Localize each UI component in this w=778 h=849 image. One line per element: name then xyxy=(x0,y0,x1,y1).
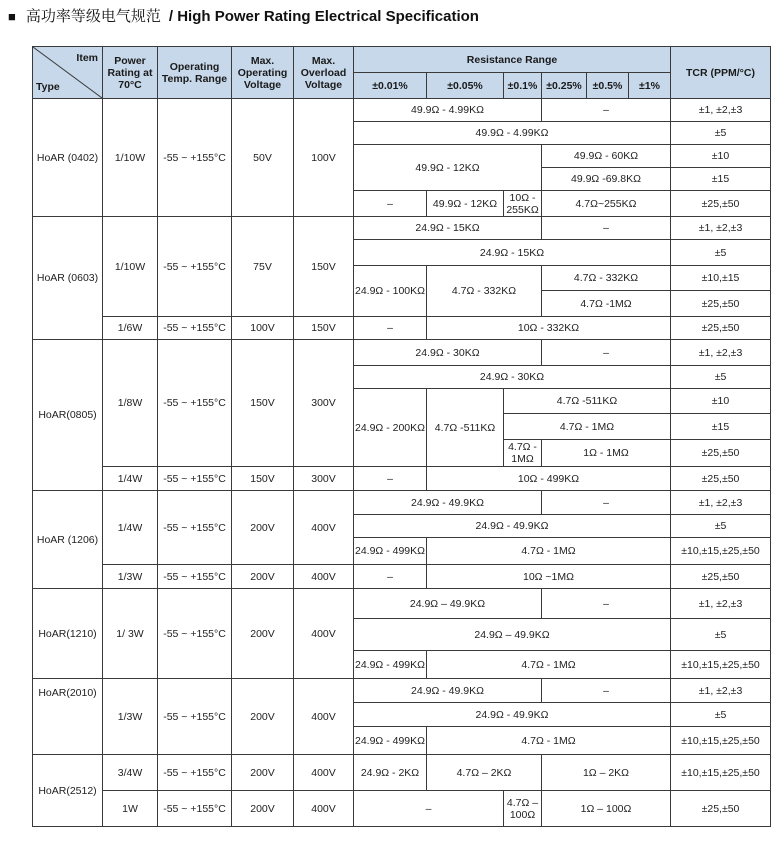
resistance-cell: 4.7Ω~255KΩ xyxy=(542,191,671,217)
max-overload-cell: 300V xyxy=(294,467,354,491)
max-operating-cell: 75V xyxy=(232,217,294,317)
max-overload-cell: 400V xyxy=(294,755,354,791)
table-row xyxy=(33,217,771,240)
title-english: / High Power Rating Electrical Specification xyxy=(168,8,479,25)
tcr-cell: ±5 xyxy=(671,515,771,538)
header-tol-1: ±1% xyxy=(629,73,671,99)
type-cell: HoAR(2010) xyxy=(33,679,103,755)
resistance-cell: 24.9Ω - 100KΩ xyxy=(354,266,427,317)
tcr-cell: ±1, ±2,±3 xyxy=(671,491,771,515)
table-row xyxy=(33,565,771,589)
power-cell: 1/10W xyxy=(103,217,158,317)
tcr-cell: ±10,±15,±25,±50 xyxy=(671,755,771,791)
resistance-cell: 4.7Ω – 100Ω xyxy=(504,791,542,827)
resistance-cell: 24.9Ω - 49.9KΩ xyxy=(354,703,671,727)
resistance-cell: – xyxy=(354,191,427,217)
header-tol-0-01: ±0.01% xyxy=(354,73,427,99)
max-operating-cell: 200V xyxy=(232,491,294,565)
resistance-cell: 24.9Ω – 49.9KΩ xyxy=(354,619,671,651)
tcr-cell: ±10,±15,±25,±50 xyxy=(671,538,771,565)
type-cell: HoAR (0402) xyxy=(33,99,103,217)
resistance-cell: 4.7Ω - 1MΩ xyxy=(427,651,671,679)
max-operating-cell: 200V xyxy=(232,589,294,679)
table-row xyxy=(33,317,771,340)
tcr-cell: ±10,±15,±25,±50 xyxy=(671,727,771,755)
max-overload-cell: 150V xyxy=(294,217,354,317)
resistance-cell: 24.9Ω - 49.9KΩ xyxy=(354,679,542,703)
header-item: Item xyxy=(76,52,98,64)
max-operating-cell: 200V xyxy=(232,679,294,755)
tcr-cell: ±1, ±2,±3 xyxy=(671,589,771,619)
tcr-cell: ±25,±50 xyxy=(671,317,771,340)
tcr-cell: ±25,±50 xyxy=(671,791,771,827)
table-row xyxy=(33,491,771,515)
max-operating-cell: 150V xyxy=(232,340,294,467)
resistance-cell: 1Ω – 2KΩ xyxy=(542,755,671,791)
type-cell: HoAR(0805) xyxy=(33,340,103,491)
tcr-cell: ±10,±15 xyxy=(671,266,771,291)
resistance-cell: 10Ω - 255KΩ xyxy=(504,191,542,217)
tcr-cell: ±25,±50 xyxy=(671,291,771,317)
tcr-cell: ±15 xyxy=(671,414,771,440)
resistance-cell: 4.7Ω - 1MΩ xyxy=(504,440,542,467)
resistance-cell: 10Ω - 499KΩ xyxy=(427,467,671,491)
tcr-cell: ±25,±50 xyxy=(671,467,771,491)
header-tcr: TCR (PPM/°C) xyxy=(671,47,771,99)
max-overload-cell: 400V xyxy=(294,565,354,589)
resistance-cell: 24.9Ω - 200KΩ xyxy=(354,389,427,467)
temp-cell: -55 ~ +155°C xyxy=(158,340,232,467)
power-cell: 3/4W xyxy=(103,755,158,791)
table-row xyxy=(33,467,771,491)
tcr-cell: ±10,±15,±25,±50 xyxy=(671,651,771,679)
header-max-operating-voltage: Max. Operating Voltage xyxy=(232,47,294,99)
temp-cell: -55 ~ +155°C xyxy=(158,679,232,755)
temp-cell: -55 ~ +155°C xyxy=(158,565,232,589)
max-operating-cell: 150V xyxy=(232,467,294,491)
resistance-cell: 24.9Ω - 499KΩ xyxy=(354,651,427,679)
resistance-cell: 4.7Ω - 1MΩ xyxy=(427,727,671,755)
header-power-rating: Power Rating at 70°C xyxy=(103,47,158,99)
power-cell: 1/8W xyxy=(103,340,158,467)
resistance-cell: 24.9Ω - 15KΩ xyxy=(354,217,542,240)
resistance-cell: – xyxy=(542,340,671,366)
power-cell: 1/4W xyxy=(103,491,158,565)
tcr-cell: ±1, ±2,±3 xyxy=(671,217,771,240)
table-row xyxy=(33,791,771,827)
resistance-cell: 4.7Ω – 2KΩ xyxy=(427,755,542,791)
resistance-cell: 24.9Ω - 30KΩ xyxy=(354,340,542,366)
resistance-cell: 49.9Ω - 4.99KΩ xyxy=(354,122,671,145)
header-tol-0-05: ±0.05% xyxy=(427,73,504,99)
max-operating-cell: 100V xyxy=(232,317,294,340)
temp-cell: -55 ~ +155°C xyxy=(158,755,232,791)
resistance-cell: – xyxy=(542,491,671,515)
tcr-cell: ±5 xyxy=(671,122,771,145)
tcr-cell: ±5 xyxy=(671,240,771,266)
table-row xyxy=(33,589,771,619)
resistance-cell: 4.7Ω - 332KΩ xyxy=(427,266,542,317)
max-overload-cell: 400V xyxy=(294,491,354,565)
resistance-cell: 24.9Ω - 15KΩ xyxy=(354,240,671,266)
temp-cell: -55 ~ +155°C xyxy=(158,317,232,340)
type-cell: HoAR (0603) xyxy=(33,217,103,340)
title-chinese: 高功率等级电气规范 xyxy=(25,8,161,25)
header-operating-temp: Operating Temp. Range xyxy=(158,47,232,99)
power-cell: 1/4W xyxy=(103,467,158,491)
power-cell: 1/3W xyxy=(103,679,158,755)
bullet-square-icon: ■ xyxy=(8,9,16,24)
header-max-overload-voltage: Max. Overload Voltage xyxy=(294,47,354,99)
resistance-cell: 24.9Ω - 49.9KΩ xyxy=(354,515,671,538)
max-operating-cell: 50V xyxy=(232,99,294,217)
max-operating-cell: 200V xyxy=(232,565,294,589)
temp-cell: -55 ~ +155°C xyxy=(158,217,232,317)
temp-cell: -55 ~ +155°C xyxy=(158,467,232,491)
resistance-cell: 24.9Ω - 49.9KΩ xyxy=(354,491,542,515)
header-tol-0-1: ±0.1% xyxy=(504,73,542,99)
max-overload-cell: 400V xyxy=(294,679,354,755)
table-row xyxy=(33,340,771,366)
temp-cell: -55 ~ +155°C xyxy=(158,589,232,679)
power-cell: 1/10W xyxy=(103,99,158,217)
max-overload-cell: 100V xyxy=(294,99,354,217)
resistance-cell: 24.9Ω - 499KΩ xyxy=(354,538,427,565)
resistance-cell: 24.9Ω - 2KΩ xyxy=(354,755,427,791)
tcr-cell: ±10 xyxy=(671,389,771,414)
resistance-cell: – xyxy=(542,589,671,619)
resistance-cell: 49.9Ω - 60KΩ xyxy=(542,145,671,168)
table-row xyxy=(33,755,771,791)
max-overload-cell: 300V xyxy=(294,340,354,467)
tcr-cell: ±1, ±2,±3 xyxy=(671,679,771,703)
page-title xyxy=(8,6,479,28)
power-cell: 1/6W xyxy=(103,317,158,340)
power-cell: 1W xyxy=(103,791,158,827)
tcr-cell: ±25,±50 xyxy=(671,565,771,589)
tcr-cell: ±5 xyxy=(671,619,771,651)
header-item-type xyxy=(33,47,103,99)
resistance-cell: – xyxy=(354,565,427,589)
type-cell: HoAR(1210) xyxy=(33,589,103,679)
temp-cell: -55 ~ +155°C xyxy=(158,99,232,217)
resistance-cell: – xyxy=(354,791,504,827)
resistance-cell: 24.9Ω - 30KΩ xyxy=(354,366,671,389)
tcr-cell: ±1, ±2,±3 xyxy=(671,340,771,366)
temp-cell: -55 ~ +155°C xyxy=(158,791,232,827)
tcr-cell: ±15 xyxy=(671,168,771,191)
resistance-cell: 10Ω - 332KΩ xyxy=(427,317,671,340)
resistance-cell: – xyxy=(354,467,427,491)
resistance-cell: 4.7Ω - 1MΩ xyxy=(504,414,671,440)
header-type: Type xyxy=(36,81,60,93)
header-tol-0-25: ±0.25% xyxy=(542,73,587,99)
resistance-cell: 49.9Ω - 4.99KΩ xyxy=(354,99,542,122)
resistance-cell: 24.9Ω - 499KΩ xyxy=(354,727,427,755)
tcr-cell: ±10 xyxy=(671,145,771,168)
resistance-cell: – xyxy=(542,217,671,240)
resistance-cell: 4.7Ω - 332KΩ xyxy=(542,266,671,291)
max-overload-cell: 400V xyxy=(294,791,354,827)
resistance-cell: 4.7Ω -1MΩ xyxy=(542,291,671,317)
table-row xyxy=(33,679,771,703)
max-overload-cell: 400V xyxy=(294,589,354,679)
tcr-cell: ±1, ±2,±3 xyxy=(671,99,771,122)
max-overload-cell: 150V xyxy=(294,317,354,340)
resistance-cell: – xyxy=(354,317,427,340)
resistance-cell: 4.7Ω -511KΩ xyxy=(504,389,671,414)
type-cell: HoAR(2512) xyxy=(33,755,103,827)
resistance-cell: 1Ω – 100Ω xyxy=(542,791,671,827)
resistance-cell: 1Ω - 1MΩ xyxy=(542,440,671,467)
max-operating-cell: 200V xyxy=(232,791,294,827)
power-cell: 1/ 3W xyxy=(103,589,158,679)
table-row xyxy=(33,99,771,122)
header-tol-0-5: ±0.5% xyxy=(587,73,629,99)
tcr-cell: ±5 xyxy=(671,366,771,389)
resistance-cell: – xyxy=(542,679,671,703)
resistance-cell: 49.9Ω - 12KΩ xyxy=(427,191,504,217)
type-cell: HoAR (1206) xyxy=(33,491,103,589)
resistance-cell: 4.7Ω -511KΩ xyxy=(427,389,504,467)
resistance-cell: 49.9Ω -69.8KΩ xyxy=(542,168,671,191)
resistance-cell: 4.7Ω - 1MΩ xyxy=(427,538,671,565)
resistance-cell: – xyxy=(542,99,671,122)
resistance-cell: 24.9Ω – 49.9KΩ xyxy=(354,589,542,619)
max-operating-cell: 200V xyxy=(232,755,294,791)
spec-table xyxy=(32,46,771,827)
power-cell: 1/3W xyxy=(103,565,158,589)
tcr-cell: ±25,±50 xyxy=(671,440,771,467)
tcr-cell: ±5 xyxy=(671,703,771,727)
header-resistance-range: Resistance Range xyxy=(354,47,671,73)
resistance-cell: 49.9Ω - 12KΩ xyxy=(354,145,542,191)
temp-cell: -55 ~ +155°C xyxy=(158,491,232,565)
tcr-cell: ±25,±50 xyxy=(671,191,771,217)
resistance-cell: 10Ω ~1MΩ xyxy=(427,565,671,589)
